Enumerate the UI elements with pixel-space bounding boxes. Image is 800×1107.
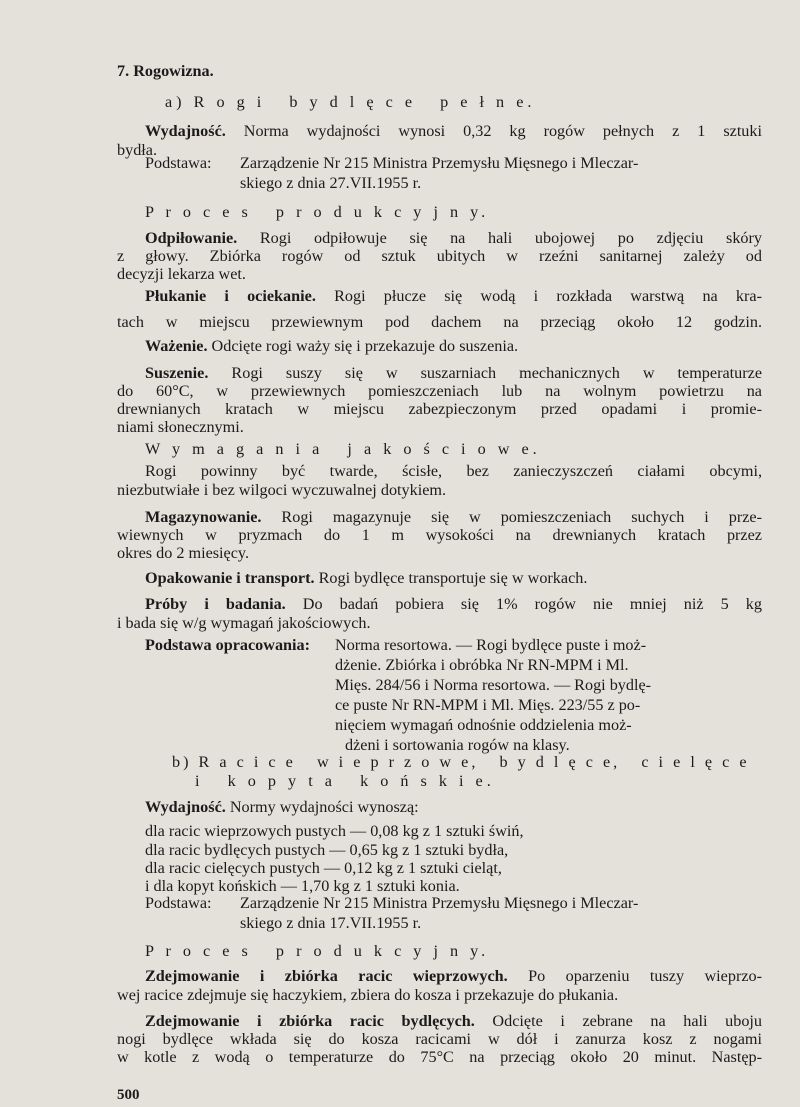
storage-text: Rogi magazynuje się w pomieszczeniach suchych i prze- xyxy=(261,508,762,526)
yield-label: Wydajność. xyxy=(145,122,226,140)
elaboration-line: nięciem wymagań odnośnie oddzielenia moż- xyxy=(335,716,632,734)
yield-b-text: Normy wydajności wynoszą: xyxy=(225,798,419,816)
cutting-label: Odpiłowanie. xyxy=(145,229,238,247)
elaboration-line: Mięs. 284/56 i Norma resortowa. — Rogi bydlę- xyxy=(335,676,652,694)
elaboration-body xyxy=(335,635,762,755)
basis-label-b: Podstawa: xyxy=(145,894,212,912)
packing-label: Opakowanie i transport. xyxy=(145,569,315,587)
yield-paragraph-line-2: bydła. xyxy=(117,141,158,159)
subsection-b-title-1: b) R a c i c e w i e p r z o w e, b y d l ę c e, c i e l ę c e xyxy=(172,753,750,771)
basis-line: skiego z dnia 17.VII.1955 r. xyxy=(240,914,422,932)
drying-line-1 xyxy=(117,363,762,383)
packing-line xyxy=(117,568,762,588)
yield-b-item: dla racic wieprzowych pustych — 0,08 kg z 1 sztuki świń, xyxy=(145,822,524,840)
drying-line-4: niami słonecznymi. xyxy=(117,418,244,436)
elaboration-label: Podstawa opracowania: xyxy=(145,636,311,654)
storage-line-1 xyxy=(117,507,762,527)
subsection-b-title-2: i k o p y t a k o ń s k i e. xyxy=(195,772,495,790)
basis-line: Zarządzenie Nr 215 Ministra Przemysłu Mięsnego i Mleczar- xyxy=(240,154,639,172)
storage-line-2: wiewnych w pryzmach do 1 m wysokości na drewnianych kratach przez xyxy=(117,526,762,544)
basis-body-b xyxy=(240,893,762,933)
yield-b-item: dla racic bydlęcych pustych — 0,65 kg z 1 sztuki bydła, xyxy=(145,841,509,859)
tests-line-2: i bada się w/g wymagań jakościowych. xyxy=(117,614,371,632)
elaboration-line: dżenie. Zbiórka i obróbka Nr RN-MPM i Ml. xyxy=(335,656,629,674)
elaboration-line: ce puste Nr RN-MPM i Ml. Mięs. 223/55 z po- xyxy=(335,696,641,714)
rinsing-text: Rogi płucze się wodą i rozkłada warstwą na kra- xyxy=(315,287,762,305)
basis-label-a: Podstawa: xyxy=(145,154,212,172)
tests-line-1 xyxy=(117,594,762,614)
storage-label: Magazynowanie. xyxy=(145,508,262,526)
pig-line-2: wej racice zdejmuje się haczykiem, zbiera do kosza i przekazuje do płukania. xyxy=(117,986,619,1004)
yield-b-label: Wydajność. xyxy=(145,798,226,816)
quality-title: W y m a g a n i a j a k o ś c i o w e. xyxy=(145,440,541,458)
drying-text: Rogi suszy się w suszarniach mechanicznych w temperaturze xyxy=(208,364,762,382)
weighing-line xyxy=(117,336,762,356)
drying-line-2: do 60°C, w przewiewnych pomieszczeniach lub na wolnym powietrzu na xyxy=(117,382,762,400)
section-heading: 7. Rogowizna. xyxy=(117,62,214,80)
drying-label: Suszenie. xyxy=(145,364,209,382)
elaboration-line: dżeni i sortowania rogów na klasy. xyxy=(345,736,570,754)
rinsing-label: Płukanie i ociekanie. xyxy=(145,287,316,305)
cattle-line-2: nogi bydlęce wkłada się do kosza racicami w dół i zanurza kosz z nogami xyxy=(117,1030,762,1048)
page-number: 500 xyxy=(117,1087,140,1103)
cattle-label: Zdejmowanie i zbiórka racic bydlęcych. xyxy=(145,1012,475,1030)
rinsing-line-1 xyxy=(117,286,762,306)
yield-b-item: i dla kopyt końskich — 1,70 kg z 1 sztuki konia. xyxy=(145,877,460,895)
yield-paragraph-line-1 xyxy=(117,121,762,141)
yield-text: Norma wydajności wynosi 0,32 kg rogów pełnych z 1 sztuki xyxy=(225,122,762,140)
weighing-label: Ważenie. xyxy=(145,337,208,355)
cutting-line-3: decyzji lekarza wet. xyxy=(117,265,246,283)
subsection-a-title: a) R o g i b y d l ę c e p e ł n e. xyxy=(165,93,536,111)
cutting-line-1 xyxy=(117,228,762,248)
quality-line-2: niezbutwiałe i bez wilgoci wyczuwalnej dotykiem. xyxy=(117,481,447,499)
rinsing-line-2: tach w miejscu przewiewnym pod dachem na przeciąg około 12 godzin. xyxy=(117,313,762,331)
weighing-text: Odcięte rogi waży się i przekazuje do suszenia. xyxy=(207,337,519,355)
basis-line: skiego z dnia 27.VII.1955 r. xyxy=(240,174,422,192)
basis-body-a xyxy=(240,153,762,193)
cattle-line-1 xyxy=(117,1011,762,1031)
pig-label: Zdejmowanie i zbiórka racic wieprzowych. xyxy=(145,967,508,985)
pig-text: Po oparzeniu tuszy wieprzo- xyxy=(507,967,762,985)
tests-text: Do badań pobiera się 1% rogów nie mniej niż 5 kg xyxy=(285,595,762,613)
elaboration-line: Norma resortowa. — Rogi bydlęce puste i moż- xyxy=(335,636,647,654)
basis-line: Zarządzenie Nr 215 Ministra Przemysłu Mięsnego i Mleczar- xyxy=(240,894,639,912)
tests-label: Próby i badania. xyxy=(145,595,286,613)
process-title-a: P r o c e s p r o d u k c y j n y. xyxy=(145,203,490,221)
yield-b-line xyxy=(117,797,762,817)
yield-b-item: dla racic cielęcych pustych — 0,12 kg z 1 sztuki cieląt, xyxy=(145,859,502,877)
cutting-line-2: z głowy. Zbiórka rogów od sztuk ubitych w rzeźni sanitarnej zależy od xyxy=(117,247,762,265)
packing-text: Rogi bydlęce transportuje się w workach. xyxy=(314,569,588,587)
drying-line-3: drewnianych kratach w miejscu zabezpieczonym przed opadami i promie- xyxy=(117,400,762,418)
storage-line-3: okres do 2 miesięcy. xyxy=(117,544,250,562)
pig-line-1 xyxy=(117,966,762,986)
process-title-b: P r o c e s p r o d u k c y j n y. xyxy=(145,942,490,960)
quality-line-1: Rogi powinny być twarde, ścisłe, bez zanieczyszczeń ciałami obcymi, xyxy=(145,462,762,480)
cattle-line-3: w kotle z wodą o temperaturze do 75°C na przeciąg około 20 minut. Następ- xyxy=(117,1048,762,1066)
cattle-text: Odcięte i zebrane na hali uboju xyxy=(474,1012,763,1030)
cutting-text: Rogi odpiłowuje się na hali ubojowej po zdjęciu skóry xyxy=(237,229,762,247)
